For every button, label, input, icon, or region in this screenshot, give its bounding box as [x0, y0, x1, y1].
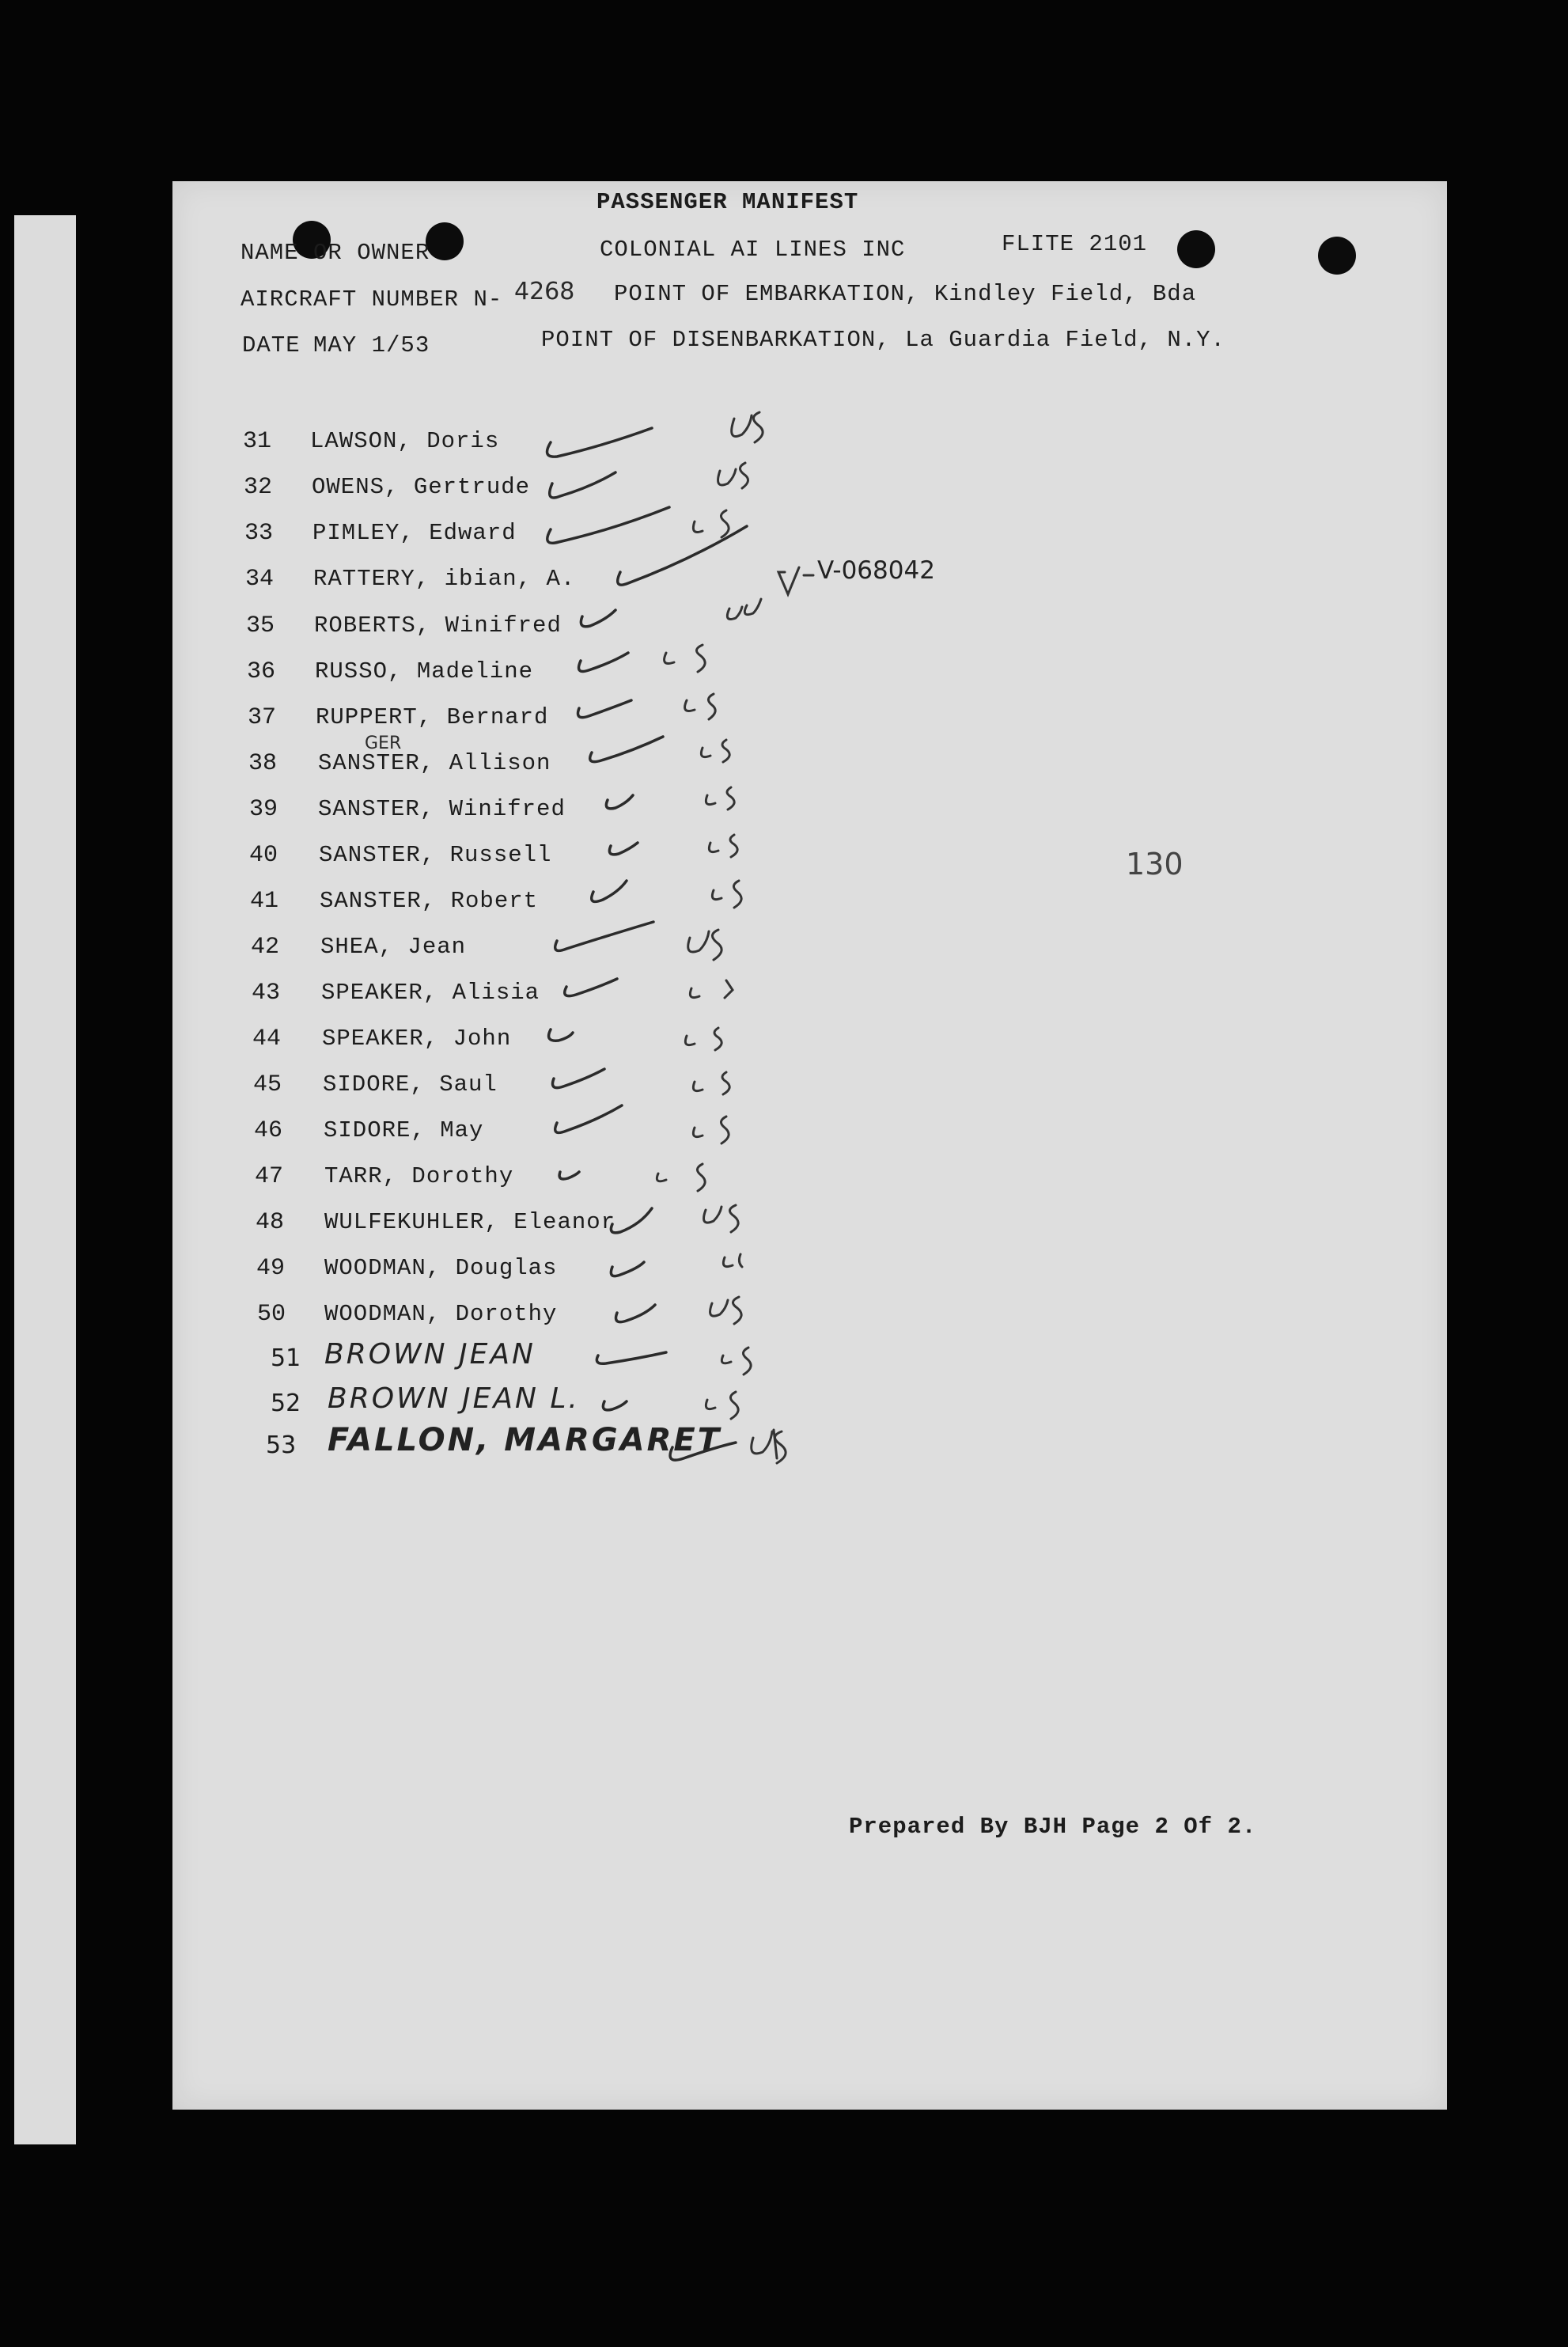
row-number: 52 [271, 1390, 301, 1417]
us-mark [688, 930, 722, 960]
row-number: 43 [252, 980, 281, 1007]
passenger-name: ROBERTS, Winifred [314, 612, 562, 639]
point-of-disembarkation: POINT OF DISENBARKATION, La Guardia Field, N.Y. [541, 327, 1225, 353]
visa-note: V-068042 [817, 556, 935, 585]
manifest-page [172, 181, 1447, 2110]
us-mark [732, 412, 763, 442]
row-number: 50 [257, 1301, 286, 1328]
passenger-name-handwritten: BROWN JEAN [324, 1338, 536, 1371]
row-number: 31 [243, 428, 272, 455]
passenger-name: RATTERY, ibian, A. [313, 566, 576, 592]
us-mark [722, 1348, 751, 1374]
us-mark [706, 1392, 738, 1419]
row-number: 48 [256, 1209, 285, 1236]
passenger-name: TARR, Dorothy [324, 1163, 514, 1189]
us-mark [693, 1072, 729, 1094]
manifest-title: PASSENGER MANIFEST [597, 189, 859, 215]
row-number: 32 [244, 474, 273, 501]
us-mark [685, 694, 716, 719]
row-number: 42 [251, 934, 280, 961]
ger-note: GER [365, 734, 402, 753]
adjacent-page-edge [14, 215, 76, 2144]
passenger-name: SANSTER, Russell [319, 842, 552, 868]
row-number: 41 [250, 888, 279, 915]
us-mark [712, 881, 741, 908]
page-number-stamp: 130 [1126, 847, 1184, 882]
us-mark [693, 510, 729, 537]
check-mark [592, 881, 627, 901]
check-mark [618, 526, 747, 585]
row-number: 34 [245, 566, 275, 593]
row-number: 49 [256, 1255, 286, 1282]
passenger-name: PIMLEY, Edward [312, 520, 517, 546]
passenger-name: SPEAKER, John [322, 1026, 512, 1052]
row-number: 40 [249, 842, 278, 869]
us-mark [665, 645, 706, 672]
passenger-name: SPEAKER, Alisia [321, 980, 540, 1006]
aircraft-number-label: AIRCRAFT NUMBER N- [241, 286, 503, 313]
check-mark [609, 843, 638, 855]
check-mark [549, 1029, 573, 1041]
row-number: 44 [252, 1026, 282, 1052]
date-label: DATE [242, 332, 301, 358]
us-mark [701, 740, 729, 762]
check-mark [670, 1443, 736, 1460]
passenger-name: SIDORE, May [324, 1117, 484, 1143]
passenger-name: SHEA, Jean [320, 934, 467, 960]
name-or-owner-label: NAME OR OWNER [241, 240, 430, 266]
us-mark [710, 1297, 742, 1324]
check-mark [616, 1305, 656, 1322]
us-mark [709, 835, 737, 857]
check-mark [555, 922, 653, 950]
check-mark [559, 1172, 579, 1179]
row-number: 53 [266, 1431, 297, 1459]
passenger-name: WOODMAN, Douglas [324, 1255, 558, 1281]
check-mark [578, 700, 632, 718]
check-mark [579, 653, 628, 672]
us-mark [704, 1205, 739, 1232]
check-mark [581, 610, 615, 627]
passenger-name: SANSTER, Allison [318, 750, 551, 776]
passenger-name-handwritten: BROWN JEAN L. [328, 1382, 580, 1415]
us-mark [685, 1028, 722, 1050]
check-mark [565, 979, 617, 996]
flight-number: FLITE 2101 [1002, 231, 1148, 257]
carrier-name: COLONIAL AI LINES INC [600, 237, 906, 263]
row-number: 45 [253, 1071, 282, 1098]
passenger-name: WOODMAN, Dorothy [324, 1301, 558, 1327]
check-mark [597, 1352, 666, 1363]
us-mark [718, 463, 748, 488]
passenger-name: RUSSO, Madeline [315, 658, 534, 684]
us-mark [723, 1254, 742, 1267]
row-number: 36 [247, 658, 276, 685]
check-mark [603, 1401, 627, 1410]
us-mark [752, 1430, 786, 1463]
row-number: 38 [248, 750, 278, 777]
row-number: 51 [271, 1344, 301, 1372]
us-mark [657, 1164, 705, 1191]
passenger-name: SANSTER, Robert [320, 888, 539, 914]
check-mark [547, 507, 669, 543]
passenger-name: RUPPERT, Bernard [316, 704, 549, 730]
us-mark [690, 980, 733, 998]
row-number: 39 [249, 796, 278, 823]
aircraft-number-value: 4268 [514, 278, 575, 305]
passenger-name: SANSTER, Winifred [318, 796, 566, 822]
check-mark [553, 1069, 605, 1088]
check-mark [547, 428, 653, 457]
check-mark [550, 472, 615, 498]
passenger-name: WULFEKUHLER, Eleanor [324, 1209, 616, 1235]
check-mark [555, 1105, 622, 1132]
passenger-name: SIDORE, Saul [323, 1071, 498, 1098]
check-mark [590, 737, 663, 762]
row-number: 35 [246, 612, 275, 639]
check-mark [611, 1208, 652, 1233]
point-of-embarkation: POINT OF EMBARKATION, Kindley Field, Bda [614, 281, 1197, 307]
us-mark [693, 1117, 729, 1143]
row-number: 46 [254, 1117, 283, 1144]
passenger-name: LAWSON, Doris [310, 428, 500, 454]
row-number: 33 [244, 520, 274, 547]
prepared-by-footer: Prepared By BJH Page 2 Of 2. [849, 1814, 1257, 1840]
us-mark [778, 567, 813, 594]
date-value: MAY 1/53 [313, 332, 430, 358]
us-mark [727, 599, 761, 620]
passenger-name-handwritten: FALLON, MARGARET [328, 1422, 722, 1458]
us-mark [706, 787, 734, 810]
row-number: 47 [255, 1163, 284, 1190]
passenger-name: OWENS, Gertrude [312, 474, 531, 500]
check-mark [611, 1262, 644, 1276]
check-mark [606, 795, 633, 809]
row-number: 37 [248, 704, 277, 731]
